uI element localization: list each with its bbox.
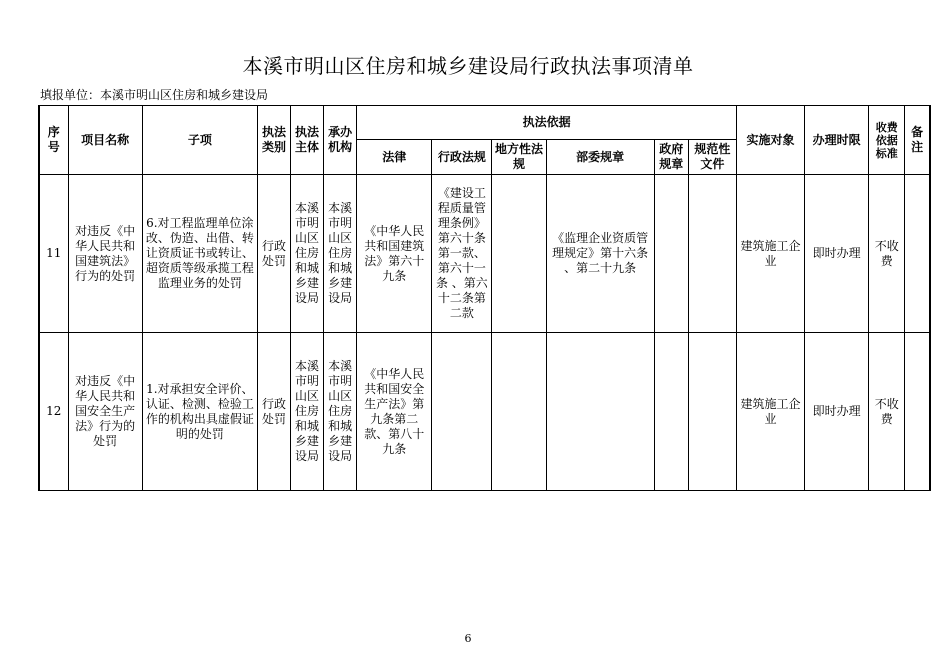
cell-gov-rule <box>654 333 688 491</box>
cell-time-limit: 即时办理 <box>805 175 869 333</box>
cell-gov-rule <box>654 175 688 333</box>
cell-local-reg <box>492 175 546 333</box>
cell-law: 《中华人民共和国建筑法》第六十九条 <box>357 175 432 333</box>
cell-time-limit: 即时办理 <box>805 333 869 491</box>
header-law: 法律 <box>357 140 432 175</box>
cell-name: 对违反《中华人民共和国建筑法》行为的处罚 <box>68 175 142 333</box>
header-admin-reg: 行政法规 <box>432 140 492 175</box>
cell-admin-reg <box>432 333 492 491</box>
header-name: 项目名称 <box>68 106 142 175</box>
cell-agency: 本溪市明山区住房和城乡建设局 <box>324 175 357 333</box>
cell-target: 建筑施工企业 <box>736 175 804 333</box>
cell-name: 对违反《中华人民共和国安全生产法》行为的处罚 <box>68 333 142 491</box>
fill-unit: 填报单位：本溪市明山区住房和城乡建设局 <box>40 88 269 102</box>
header-basis: 执法依据 <box>357 106 737 140</box>
cell-target: 建筑施工企业 <box>736 333 804 491</box>
cell-ministry-rule: 《监理企业资质管理规定》第十六条 、第二十九条 <box>546 175 654 333</box>
cell-seq: 12 <box>39 333 68 491</box>
cell-sub: 1.对承担安全评价、认证、检测、检验工作的机构出具虚假证明的处罚 <box>142 333 257 491</box>
table-row <box>39 175 930 333</box>
cell-agency: 本溪市明山区住房和城乡建设局 <box>324 333 357 491</box>
cell-subject: 本溪市明山区住房和城乡建设局 <box>291 175 324 333</box>
cell-fee: 不收费 <box>869 175 905 333</box>
header-seq: 序号 <box>39 106 68 175</box>
header-normative: 规范性文件 <box>688 140 736 175</box>
cell-normative <box>688 333 736 491</box>
cell-category: 行政处罚 <box>257 333 290 491</box>
enforcement-table <box>38 105 931 491</box>
header-agency: 承办机构 <box>324 106 357 175</box>
cell-subject: 本溪市明山区住房和城乡建设局 <box>291 333 324 491</box>
cell-law: 《中华人民共和国安全生产法》第九条第二款、第八十九条 <box>357 333 432 491</box>
header-time-limit: 办理时限 <box>805 106 869 175</box>
header-gov-rule: 政府规章 <box>654 140 688 175</box>
header-row-1 <box>39 106 930 140</box>
page-number: 6 <box>464 632 472 645</box>
header-subject: 执法主体 <box>291 106 324 175</box>
cell-admin-reg: 《建设工程质量管理条例》第六十条第一款、第六十一条 、第六十二条第二款 <box>432 175 492 333</box>
cell-remark <box>905 333 930 491</box>
header-ministry-rule: 部委规章 <box>546 140 654 175</box>
header-sub: 子项 <box>142 106 257 175</box>
header-remark: 备注 <box>905 106 930 175</box>
header-category: 执法类别 <box>257 106 290 175</box>
cell-sub: 6.对工程监理单位涂改、伪造、出借、转让资质证书或转让、超资质等级承揽工程监理业务的处罚 <box>142 175 257 333</box>
cell-fee: 不收费 <box>869 333 905 491</box>
cell-ministry-rule <box>546 333 654 491</box>
header-local-reg: 地方性法规 <box>492 140 546 175</box>
cell-seq: 11 <box>39 175 68 333</box>
header-fee-basis: 收费依据标准 <box>869 106 905 175</box>
cell-remark <box>905 175 930 333</box>
table-row <box>39 333 930 491</box>
cell-normative <box>688 175 736 333</box>
cell-category: 行政处罚 <box>257 175 290 333</box>
page-title: 本溪市明山区住房和城乡建设局行政执法事项清单 <box>242 54 694 78</box>
header-target: 实施对象 <box>736 106 804 175</box>
cell-local-reg <box>492 333 546 491</box>
